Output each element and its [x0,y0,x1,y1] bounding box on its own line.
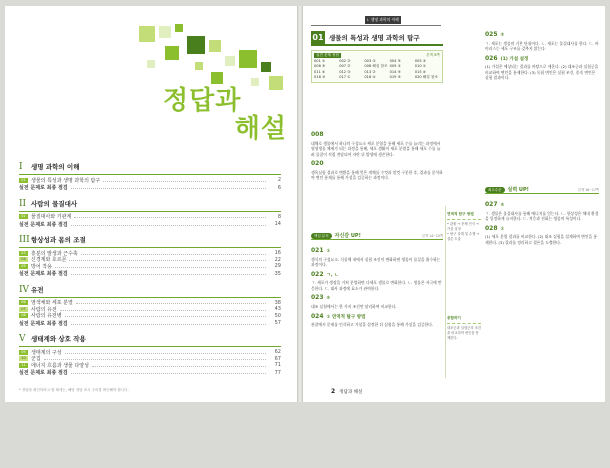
question-number-text: 008 [311,131,324,138]
toc-row-page: 14 [274,221,281,227]
question-answer: (1) 가설 설정 [500,56,529,62]
toc-leader-dots [71,186,266,189]
answer-cell: 006 ⑤ [314,64,326,68]
toc-unit [19,285,281,328]
question-number [485,31,599,40]
toc-row-page: 2 [277,177,281,184]
toc-row-label: 사람의 유전 [31,306,57,313]
toc-leader-dots [65,351,266,354]
section-title: 생물의 특성과 생명 과학의 탐구 [329,33,420,42]
toc-unit-header [19,285,281,298]
answer-grid-label: 실전 문제 정답 [316,53,340,57]
answer-cell: 018 ④ [364,75,376,79]
toc-chapter-tag: 06 [19,300,28,305]
explanation-text: 관찰에서 문제를 인식하고 가설을 설정한 뒤 실험을 통해 가설을 검증한다. [311,322,434,328]
toc-chapter-tag: 11 [19,363,28,368]
answer-cell: 008 해설 참조 [364,64,388,68]
question-answer: ⑤ [500,203,505,208]
explanation-text: ㄱ. 생물은 물질대사를 통해 에너지를 얻는다. ㄴ. 항상성은 체내 환경을 일정하게 유지한다. ㄷ. 적응과 진화는 생물의 특성이다. [485,210,599,222]
explanation-text: 생육실험 결과로 변환을 통해 얻은 개체를 수컷과 암컷 구분한 후, 결과를 분석하여 변인 통제를 통해 가설을 검증하는 과정이다. [311,169,443,181]
explanation-text: 대조 실험에서는 한 가지 조건만 달리하여 비교한다. [311,304,397,310]
toc-row-page: 16 [274,250,281,257]
toc-unit-number: III [19,235,30,245]
question-number-text: 025 [485,31,498,38]
toc-exam-row[interactable] [19,319,281,327]
toc-unit [19,334,281,377]
toc-unit-header [19,235,281,248]
toc-footnote: * 정답을 확인하려고 할 때에는, 해당 정답 표시 주의를 확인해야 합니다. [19,388,129,392]
toc-unit-number: IV [19,284,30,295]
question-number [311,131,443,140]
toc-row-label: 물질대사와 기관계 [31,214,72,221]
answer-cell: 016 ③ [314,75,326,79]
answer-cell: 002 ② [339,59,351,63]
explanation-text: (1) 가설은 예상되는 결과를 바탕으로 세운다. (2) 대조군과 실험군을 비교하여 변인을 통제한다. (3) 독립 변인은 실험 조건, 종속 변인은 실험 결과이다. [485,64,599,81]
question-number [485,201,599,210]
sidebar-note-2 [447,316,481,468]
toc-row-page: 29 [274,263,281,270]
table-of-contents [19,162,281,384]
toc-exam-row[interactable] [19,220,281,228]
toc-row-page: 71 [274,362,281,369]
question-number-text: 026 [485,54,498,62]
toc-leader-dots [71,371,266,374]
answer-cell: 010 ① [414,64,427,68]
toc-unit-title: 항상성과 몸의 조절 [31,236,86,244]
toc-leader-dots [76,301,266,304]
sidebar-note-line: 대조군과 실험군의 조건을 비교하여 변인을 통제한다. [447,326,481,341]
toc-row-page: 8 [277,213,281,220]
column-divider [445,206,446,378]
subsection-band-2 [485,186,599,194]
toc-row-label: 생태계의 구성 [31,349,62,356]
answer-cell: 009 ③ [389,64,401,68]
right-page [303,6,605,402]
toc-exam-row[interactable] [19,184,281,192]
toc-unit-title: 생태계와 상호 작용 [31,335,86,343]
answer-cell: 001 ① [314,59,326,63]
answer-cell: 013 ② [364,70,376,74]
question-answer: ② [500,33,505,38]
question-number-text: 021 [311,247,324,254]
toc-row-page: 6 [277,184,281,191]
header-rule [311,25,441,26]
page-footer [331,388,362,395]
toc-chapter-tag: 08 [19,313,28,318]
explanation-text: ㄱ. 세포는 생물의 기본 단위이다. ㄴ. 세포는 물질대사를 한다. ㄷ. 바이러스는 세포 구조를 갖추지 않는다. [485,40,599,52]
explanation-text: (1) 세포 분열 결과를 비교한다. (2) 대조 실험을 설계하여 변인을 통제한다. (3) 결과를 정리하고 결론을 도출한다. [485,234,598,245]
toc-row-label: 에너지 흐름과 생물 다양성 [31,362,89,369]
toc-unit-title: 사람의 물질대사 [31,199,78,208]
toc-chapter-tag: 01 [19,178,28,183]
toc-unit [19,199,281,229]
toc-leader-dots [71,272,266,275]
toc-leader-dots [103,179,266,182]
book-title [163,88,287,142]
toc-unit-header [19,162,281,175]
band1-title: 자신감 UP! [334,233,361,239]
question-answer: ㄱ, ㄴ [326,272,339,278]
band1-page: 본책 14~15쪽 [421,234,443,238]
toc-leader-dots [69,258,266,261]
question-number [485,225,599,234]
question-number [311,313,443,322]
sidebar-note-1-body [447,219,481,242]
question-answer: ① [500,226,505,232]
question-number-text: 023 [311,294,324,302]
toc-row-label: 흥분의 발생과 근수축 [31,250,78,257]
subsection-band-1 [311,232,443,240]
toc-row-label: 염색체와 세포 분열 [31,300,73,307]
answer-cell: 003 ③ [364,59,376,63]
toc-leader-dots [71,223,266,226]
left-page [5,6,297,402]
band2-page: 본책 16~17쪽 [577,188,599,192]
toc-leader-dots [74,215,266,218]
explanation-column-right [485,28,599,83]
band2-title: 실력 UP! [507,187,529,193]
toc-row-label: 실전 문제로 최종 점검 [19,271,68,277]
question-number [311,247,443,256]
explanation-text: ㄱ. 세포가 생장을 거쳐 분열하면 다세포 생물로 변화한다. ㄴ. 생물은 자극에 반응한다. ㄷ. 대사 과정에 효소가 관여한다. [311,280,442,291]
toc-row-page: 22 [274,256,281,263]
answer-cell: 005 ③ [414,59,427,63]
toc-row-page: 38 [274,299,281,306]
toc-unit-header [19,334,281,347]
toc-chapter-tag: 07 [19,307,28,312]
answer-grid [311,50,443,83]
toc-row-label: 실전 문제로 최종 점검 [19,320,68,327]
toc-leader-dots [92,364,266,367]
explanation-column-left [311,128,443,183]
toc-row-page: 77 [274,369,281,376]
toc-unit-title: 생명 과학의 이해 [31,163,80,171]
answer-cell: 004 ⑤ [389,59,401,63]
toc-row-label: 사람의 유전병 [31,313,62,320]
question-number [311,294,443,303]
toc-leader-dots [60,308,266,311]
explanation-column-left2 [311,244,443,330]
question-number [311,271,443,280]
explanation-text: 생식의 구성요소. 식물체 내에서 실험 조건이 변화하면 생물이 물질을 흡수하는 과정이다. [311,256,441,268]
toc-unit-number: I [19,162,23,172]
answer-cell: 019 ⑤ [389,75,401,79]
band1-pill: 핵심 분석 [311,233,332,239]
question-number-text: 027 [485,201,498,208]
title-line1: 정답과 [163,86,242,116]
toc-unit [19,235,281,278]
section-number: 01 [312,32,324,42]
sidebar-note-line: • 관찰 → 문제 인식 → 가설 설정 [447,222,479,232]
question-number [485,55,599,64]
question-number-text: 020 [311,160,324,168]
answer-cell: 011 ④ [314,70,326,74]
sidebar-note-1-heading: 연역적 탐구 방법 [447,212,474,216]
toc-leader-dots [44,357,266,360]
toc-unit-number: V [19,334,26,344]
toc-row-page: 67 [274,355,281,362]
toc-row-page: 57 [274,320,281,326]
toc-row-label: 실전 문제로 최종 점검 [19,370,68,376]
answer-cell: 012 ③ [339,70,351,74]
sidebar-note-2-body [447,323,481,341]
toc-row-label: 신경계와 호르몬 [31,257,67,264]
toc-unit-title: 유전 [31,285,44,294]
explanation-text: 대체로 생물에서 하나의 구성요소 세포 분열을 통해 세포 수를 늘리는 과정에서 원생생물 체제가 되는 과정을 통해, 세포 생활이 세포 분열을 통해 세포 수를 늘려 물질이 직접 전달되어 자란 뒤 발생에 생존한다. [311,140,441,157]
toc-unit [19,162,281,192]
toc-row-page: 62 [274,349,281,356]
toc-row-label: 군집 [31,356,41,363]
toc-chapter-tag: 02 [19,214,28,219]
toc-chapter-tag: 10 [19,356,28,361]
band2-pill: 최고수준 [485,187,505,193]
answer-cell: 007 ② [339,64,351,68]
question-answer: ① [326,249,331,254]
title-line2: 해설 [234,114,287,144]
toc-row-label: 실전 문제로 최종 점검 [19,221,68,228]
page-label: 정답과 해설 [339,389,363,395]
question-answer: ① 연역적 탐구 방법 [326,314,366,320]
sidebar-note-line: • 탐구 설계 및 수행 → 결론 도출 [447,232,480,242]
answer-grid-page: 본책 8쪽 [426,53,440,57]
answer-cell: 020 해설 참조 [414,75,438,79]
toc-leader-dots [65,314,266,317]
page-number: 2 [331,388,336,395]
section-header [311,30,443,46]
question-number [311,160,443,169]
toc-chapter-tag: 04 [19,257,28,262]
toc-row-page: 43 [274,306,281,313]
toc-chapter-tag: 05 [19,264,28,269]
toc-row-page: 35 [274,270,281,277]
toc-leader-dots [55,265,266,268]
toc-exam-row[interactable] [19,270,281,278]
toc-row-label: 방어 작용 [31,263,52,270]
toc-row-label: 실전 문제로 최종 점검 [19,185,68,191]
toc-leader-dots [81,252,266,255]
toc-chapter-tag: 09 [19,350,28,355]
toc-unit-header [19,199,281,212]
toc-chapter-tag: 03 [19,251,28,256]
question-answer: ⑤ [326,296,331,302]
toc-row-label: 생물의 특성과 생명 과학의 탐구 [31,177,101,184]
answer-cell: 017 ① [339,75,351,79]
toc-exam-row[interactable] [19,369,281,377]
sidebar-note-2-heading: 종합하기 [447,316,461,320]
answer-grid-cells [314,59,440,80]
question-number-text: 028 [485,224,498,232]
toc-leader-dots [71,322,266,325]
unit-header-tab: I. 생명 과학의 이해 [365,16,401,24]
toc-unit-number: II [19,198,27,209]
toc-row-page: 50 [274,312,281,319]
answer-cell: 015 ④ [414,70,427,74]
question-number-text: 022 [311,270,324,278]
question-number-text: 024 [311,312,324,320]
answer-cell: 014 ⑤ [389,70,401,74]
explanation-column-right2 [485,198,599,247]
